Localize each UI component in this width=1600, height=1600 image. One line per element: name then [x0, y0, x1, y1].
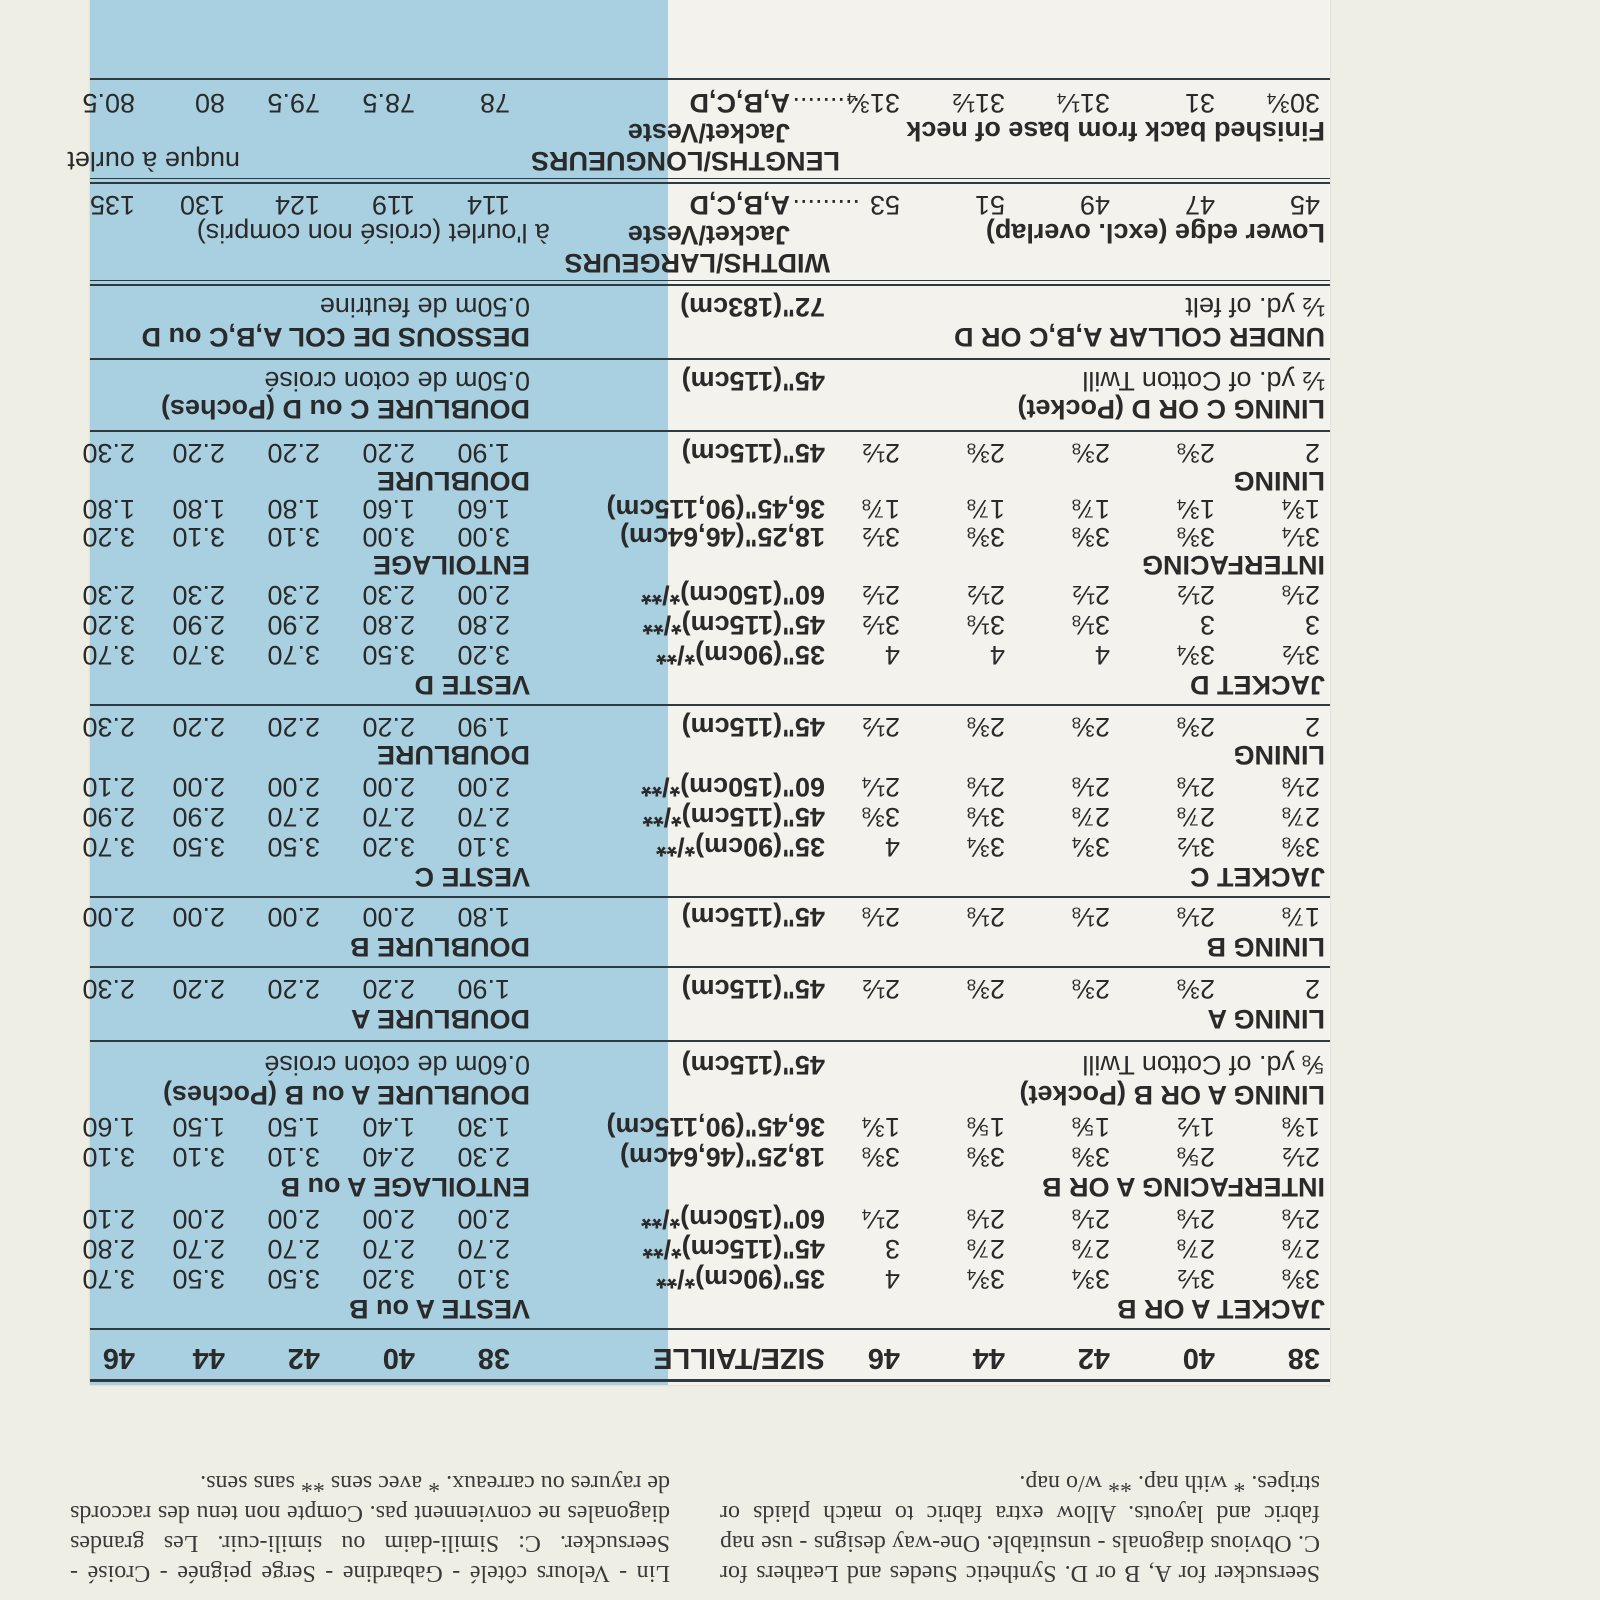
metric-cell: 1.80 [267, 494, 320, 524]
metric-cell: 2.00 [457, 772, 510, 802]
fabric-width-cell: 45"(115cm) [681, 366, 825, 396]
size-46-metric: 46 [102, 1342, 135, 1374]
fabric-notes-english: Seersucker for A, B or D. Synthetic Suedes and Leathers for C. Obvious diagonals - unsuitable. One-way designs - use nap fabric and layouts. Allow extra fabric to match plaids or stripes. * with nap. ** w/o nap. [720, 1470, 1320, 1586]
yardage-cell: 1⅞ [1282, 902, 1320, 932]
metric-cell: 1.80 [457, 902, 510, 932]
header-rule-bottom [90, 1328, 1330, 1330]
fabric-notes [70, 1388, 1330, 1600]
under-collar-note-fr: 0.50m de feutrine [319, 292, 530, 322]
lengths-sub: Jacket/Veste [627, 118, 790, 148]
metric-cell: 2.30 [362, 580, 415, 610]
table-row [82, 828, 1330, 862]
metric-cell: 2.00 [172, 772, 225, 802]
table-row [82, 606, 1330, 640]
fabric-width-cell: 45"(115cm) [681, 974, 825, 1004]
size-label: SIZE/TAILLE [653, 1342, 825, 1374]
fabric-width-cell: 18,25"(46,64cm) [620, 522, 825, 552]
fabric-notes-french: Lin - Velours côtelé - Gabardine - Serge peignée - Croisé - Seersucker. C: Simili-daim ou simili-cuir. Les grandes diagonales ne conviennent pas. Compte non tenu des raccords de rayures ou carreaux. * avec sens ** sans sens. [70, 1470, 670, 1586]
metric-cell: 3.20 [457, 640, 510, 670]
metric-cell: 3.10 [457, 832, 510, 862]
yardage-cell: 31½ [952, 88, 1005, 118]
metric-cell: 2.20 [362, 438, 415, 468]
table-row [82, 1108, 1330, 1142]
yardage-cell: 2⅛ [1177, 902, 1215, 932]
yardage-cell: 2⅞ [1177, 802, 1215, 832]
yardage-cell: 2⅛ [1177, 772, 1215, 802]
lengths-dots: ......... [792, 92, 860, 122]
fabric-width-cell: 60"(150cm)*/** [641, 1204, 825, 1234]
metric-cell: 3.20 [82, 610, 135, 640]
under-collar-label-en: UNDER COLLAR A,B,C OR D [954, 322, 1325, 352]
yardage-cell: 3⅛ [1072, 610, 1110, 640]
section-rule [90, 430, 1330, 432]
metric-cell: 80.5 [82, 88, 135, 118]
metric-cell: 3.70 [82, 832, 135, 862]
yardage-cell: 4 [989, 640, 1005, 670]
yardage-cell: 3½ [1177, 832, 1215, 862]
metric-cell: 80 [194, 88, 225, 118]
yardage-cell: 2⅜ [1177, 712, 1215, 742]
yardage-cell: 2⅝ [1177, 1142, 1215, 1172]
lengths-views: A,B,C,D [689, 88, 790, 118]
yardage-cell: 2⅛ [967, 902, 1005, 932]
metric-cell: 2.20 [172, 712, 225, 742]
metric-cell: 2.90 [172, 610, 225, 640]
widths-views: A,B,C,D [689, 190, 790, 220]
table-row [82, 798, 1330, 832]
fabric-width-cell: 35"(90cm)*/** [656, 832, 825, 862]
metric-cell: 1.40 [362, 1112, 415, 1142]
yardage-cell: 4 [884, 832, 900, 862]
interfacing-d-label-fr: ENTOILAGE [372, 550, 530, 580]
yardage-cell: 2⅜ [967, 438, 1005, 468]
interfacing-d-label-en: INTERFACING [1141, 550, 1325, 580]
lining-a-label-fr: DOUBLURE A [351, 1004, 530, 1034]
metric-cell: 2.20 [267, 438, 320, 468]
table-row [82, 1138, 1330, 1172]
metric-cell: 3.10 [267, 1142, 320, 1172]
table-row [90, 288, 1330, 322]
lining-pocket-ab-note-en: ⅝ yd. of Cotton Twill [1082, 1050, 1325, 1080]
yardage-cell: 1⅞ [1072, 494, 1110, 524]
section-rule [90, 1040, 1330, 1042]
size-44: 44 [972, 1342, 1005, 1374]
yardage-cell: 2⅜ [1177, 438, 1215, 468]
yardage-cell: 1¾ [1282, 494, 1320, 524]
jacket-ab-label-fr: VESTE A ou B [348, 1294, 530, 1324]
metric-cell: 3.10 [82, 1142, 135, 1172]
yardage-cell: 2½ [1072, 580, 1110, 610]
yardage-cell: 3⅛ [967, 610, 1005, 640]
section-rule [90, 966, 1330, 968]
metric-cell: 2.80 [82, 1234, 135, 1264]
yardage-cell: 3⅜ [862, 802, 900, 832]
yardage-cell: 2⅛ [1282, 772, 1320, 802]
metric-cell: 3.70 [172, 640, 225, 670]
lining-pocket-ab-note-fr: 0.60m de coton croisé [264, 1050, 530, 1080]
fabric-width-cell: 45"(115cm) [681, 902, 825, 932]
lining-pocket-cd-label-en: LINING C OR D (Pocket) [1017, 394, 1325, 424]
metric-cell: 2.30 [82, 974, 135, 1004]
interfacing-ab-label-en: INTERFACING A OR B [1042, 1172, 1325, 1202]
yardage-cell: 2⅛ [1072, 772, 1110, 802]
metric-cell: 2.00 [267, 902, 320, 932]
metric-cell: 3.50 [172, 1264, 225, 1294]
metric-cell: 2.70 [362, 1234, 415, 1264]
metric-cell: 2.30 [172, 580, 225, 610]
metric-cell: 1.90 [457, 438, 510, 468]
fabric-width-cell: 60"(150cm)*/** [641, 772, 825, 802]
table-row [82, 708, 1330, 742]
fabric-width-cell: 36,45"(90,115cm) [606, 1112, 825, 1142]
table-row [82, 1260, 1330, 1294]
fabric-width-cell: 45"(115cm)*/** [642, 1234, 825, 1264]
widths-title: WIDTHS/LARGEURS [564, 248, 830, 278]
size-40: 40 [1182, 1342, 1215, 1374]
metric-cell: 1.90 [457, 974, 510, 1004]
metric-cell: 2.00 [172, 1204, 225, 1234]
yardage-cell: 3⅜ [1282, 1264, 1320, 1294]
table-row [82, 1200, 1330, 1234]
interfacing-ab-label-fr: ENTOILAGE A ou B [280, 1172, 530, 1202]
widths-label-en: Lower edge (excl. overlap) [985, 218, 1325, 248]
yardage-cell: 3¾ [967, 1264, 1005, 1294]
yardage-cell: 2½ [862, 712, 900, 742]
yardage-cell: 2⅜ [1072, 438, 1110, 468]
metric-cell: 2.30 [457, 1142, 510, 1172]
table-row [82, 84, 1330, 118]
lengths-label-en: Finished back from base of neck [906, 116, 1325, 146]
yardage-cell: 2½ [1282, 1142, 1320, 1172]
yardage-cell: 2⅛ [967, 772, 1005, 802]
metric-cell: 1.80 [82, 494, 135, 524]
lining-a-label-en: LINING A [1207, 1004, 1325, 1034]
yardage-cell: 3⅛ [967, 802, 1005, 832]
lining-pocket-ab-label-fr: DOUBLURE A ou B (Poches) [162, 1080, 530, 1110]
yardage-cell: 1¾ [1177, 494, 1215, 524]
metric-cell: 2.30 [267, 580, 320, 610]
yardage-cell: 2⅞ [967, 1234, 1005, 1264]
metric-cell: 2.30 [82, 580, 135, 610]
yardage-cell: 1⅜ [1282, 1112, 1320, 1142]
metric-cell: 2.70 [457, 802, 510, 832]
metric-cell: 2.40 [362, 1142, 415, 1172]
metric-cell: 2.00 [82, 902, 135, 932]
metric-cell: 2.00 [172, 902, 225, 932]
yardage-cell: 2⅛ [1282, 1204, 1320, 1234]
table-row [82, 576, 1330, 610]
yardage-cell: 3½ [1282, 640, 1320, 670]
yardage-cell: 2⅜ [967, 712, 1005, 742]
fabric-width-cell: 45"(115cm)*/** [642, 610, 825, 640]
yardage-cell: 3 [1304, 610, 1320, 640]
metric-cell: 3.10 [172, 522, 225, 552]
metric-cell: 79.5 [267, 88, 320, 118]
yardage-cell: 2⅛ [1072, 902, 1110, 932]
widths-sub: Jacket/Veste [627, 220, 790, 250]
size-42-metric: 42 [287, 1342, 320, 1374]
yardage-cell: 2¼ [862, 1204, 900, 1234]
yardage-cell: 1⅞ [862, 494, 900, 524]
yardage-cell: 2 [1304, 974, 1320, 1004]
metric-cell: 135 [89, 190, 135, 220]
metric-cell: 3.50 [267, 1264, 320, 1294]
yardage-cell: 3⅜ [862, 1142, 900, 1172]
size-40-metric: 40 [382, 1342, 415, 1374]
metric-cell: 2.70 [267, 1234, 320, 1264]
lining-d-label-fr: DOUBLURE [377, 466, 530, 496]
yardage-cell: 3⅜ [1177, 522, 1215, 552]
yardage-cell: 3½ [1177, 1264, 1215, 1294]
yardage-cell: 2½ [1177, 580, 1215, 610]
metric-cell: 2.30 [82, 712, 135, 742]
size-42: 42 [1077, 1342, 1110, 1374]
yardage-cell: 2½ [862, 580, 900, 610]
metric-cell: 2.20 [267, 712, 320, 742]
metric-cell: 2.00 [267, 772, 320, 802]
metric-cell: 2.00 [362, 1204, 415, 1234]
metric-cell: 1.80 [172, 494, 225, 524]
section-rule [90, 178, 1330, 184]
metric-cell: 2.20 [267, 974, 320, 1004]
yardage-cell: 2 [1304, 438, 1320, 468]
metric-cell: 2.00 [457, 1204, 510, 1234]
yardage-cell: 2⅜ [1177, 974, 1215, 1004]
yardage-cell: 3⅜ [1072, 1142, 1110, 1172]
metric-cell: 2.20 [172, 974, 225, 1004]
jacket-ab-label-en: JACKET A OR B [1116, 1294, 1325, 1324]
metric-cell: 2.70 [362, 802, 415, 832]
metric-cell: 2.10 [82, 1204, 135, 1234]
metric-cell: 3.70 [267, 640, 320, 670]
metric-cell: 2.80 [362, 610, 415, 640]
metric-cell: 2.80 [457, 610, 510, 640]
lengths-label-fr: nuque à ourlet [67, 146, 240, 176]
yardage-cell: 1⅝ [1072, 1112, 1110, 1142]
fabric-width-cell: 45"(115cm) [681, 1050, 825, 1080]
lining-b-label-fr: DOUBLURE B [350, 932, 530, 962]
yardage-cell: 2⅞ [1072, 1234, 1110, 1264]
metric-cell: 124 [274, 190, 320, 220]
metric-cell: 1.60 [362, 494, 415, 524]
yardage-cell: 3⅜ [1282, 832, 1320, 862]
header-rule-top [90, 1379, 1330, 1382]
section-rule [90, 280, 1330, 286]
yardage-cell: 3 [884, 1234, 900, 1264]
lining-pocket-cd-label-fr: DOUBLURE C ou D (Poches) [160, 394, 530, 424]
yardage-cell: 2½ [862, 438, 900, 468]
yardage-cell: 2⅞ [1282, 1234, 1320, 1264]
metric-cell: 2.30 [82, 438, 135, 468]
section-rule [90, 358, 1330, 360]
yardage-cell: 2⅛ [1282, 580, 1320, 610]
fabric-width-cell: 18,25"(46,64cm) [620, 1142, 825, 1172]
yardage-cell: 53 [869, 190, 900, 220]
metric-cell: 3.70 [82, 1264, 135, 1294]
yardage-cell: 2⅞ [1072, 802, 1110, 832]
metric-cell: 78.5 [362, 88, 415, 118]
metric-cell: 2.00 [362, 902, 415, 932]
yardage-cell: 3¾ [1072, 832, 1110, 862]
jacket-c-label-en: JACKET C [1189, 862, 1325, 892]
metric-cell: 3.50 [362, 640, 415, 670]
widths-dots: ......... [792, 194, 860, 224]
yardage-cell: 1⅝ [967, 1112, 1005, 1142]
yardage-cell: 31 [1184, 88, 1215, 118]
yardage-cell: 2⅜ [967, 974, 1005, 1004]
table-row [82, 768, 1330, 802]
yardage-cell: 3½ [862, 610, 900, 640]
fabric-width-cell: 45"(115cm) [681, 438, 825, 468]
yardage-cell: 1½ [1177, 1112, 1215, 1142]
metric-cell: 3.10 [172, 1142, 225, 1172]
yardage-cell: 1¾ [862, 1112, 900, 1142]
yardage-cell: 3 [1199, 610, 1215, 640]
metric-cell: 2.00 [362, 772, 415, 802]
yardage-cell: 2⅛ [967, 1204, 1005, 1234]
size-38-metric: 38 [477, 1342, 510, 1374]
metric-cell: 2.00 [267, 1204, 320, 1234]
yardage-cell: 3¾ [1072, 1264, 1110, 1294]
under-collar-note-en: ½ yd. of felt [1185, 292, 1325, 322]
metric-cell: 1.50 [172, 1112, 225, 1142]
metric-cell: 2.90 [82, 802, 135, 832]
yardage-cell: 3¼ [1282, 522, 1320, 552]
metric-cell: 3.20 [82, 522, 135, 552]
yardage-cell: 45 [1289, 190, 1320, 220]
fabric-width-cell: 60"(150cm)*/** [641, 580, 825, 610]
metric-cell: 2.90 [172, 802, 225, 832]
metric-cell: 78 [479, 88, 510, 118]
size-44-metric: 44 [192, 1342, 225, 1374]
lining-pocket-cd-note-fr: 0.50m de coton croisé [264, 366, 530, 396]
metric-cell: 3.20 [362, 1264, 415, 1294]
yardage-cell: 31¼ [1057, 88, 1110, 118]
metric-cell: 3.50 [172, 832, 225, 862]
yardage-cell: 1⅞ [967, 494, 1005, 524]
metric-cell: 1.60 [457, 494, 510, 524]
metric-cell: 2.20 [362, 712, 415, 742]
table-row [82, 970, 1330, 1004]
metric-cell: 3.50 [267, 832, 320, 862]
yardage-cell: 2⅞ [1282, 802, 1320, 832]
metric-cell: 2.20 [172, 438, 225, 468]
yardage-cell: 51 [974, 190, 1005, 220]
fabric-width-cell: 45"(115cm)*/** [642, 802, 825, 832]
lining-b-label-en: LINING B [1206, 932, 1325, 962]
yardage-cell: 47 [1184, 190, 1215, 220]
metric-cell: 114 [466, 190, 510, 220]
yardage-cell: 3¾ [1177, 640, 1215, 670]
metric-cell: 2.70 [267, 802, 320, 832]
size-38: 38 [1287, 1342, 1320, 1374]
metric-cell: 3.20 [362, 832, 415, 862]
metric-cell: 2.70 [172, 1234, 225, 1264]
jacket-c-label-fr: VESTE C [414, 862, 530, 892]
metric-cell: 2.90 [267, 610, 320, 640]
metric-cell: 130 [179, 190, 225, 220]
lining-pocket-cd-note-en: ½ yd. of Cotton Twill [1082, 366, 1325, 396]
table-row [82, 434, 1330, 468]
yardage-cell: 4 [1094, 640, 1110, 670]
jacket-d-label-en: JACKET D [1189, 670, 1325, 700]
table-row [82, 490, 1330, 524]
yardage-cell: 49 [1079, 190, 1110, 220]
fabric-width-cell: 72"(183cm) [680, 292, 825, 322]
section-rule [90, 78, 1330, 80]
lining-c-label-en: LINING [1233, 740, 1325, 770]
metric-cell: 119 [371, 190, 415, 220]
metric-cell: 2.20 [362, 974, 415, 1004]
metric-cell: 3.10 [267, 522, 320, 552]
yardage-cell: 31¾ [847, 88, 900, 118]
metric-cell: 1.60 [82, 1112, 135, 1142]
metric-cell: 2.70 [457, 1234, 510, 1264]
metric-cell: 2.00 [457, 580, 510, 610]
yardage-cell: 2½ [967, 580, 1005, 610]
yardage-cell: 3⅜ [967, 1142, 1005, 1172]
metric-cell: 3.00 [457, 522, 510, 552]
size-46: 46 [867, 1342, 900, 1374]
table-row [90, 186, 1330, 220]
metric-cell: 3.00 [362, 522, 415, 552]
widths-label-fr: à l'ourlet (croisé non compris) [196, 218, 550, 248]
metric-cell: 2.10 [82, 772, 135, 802]
yardage-cell: 2⅛ [1177, 1204, 1215, 1234]
fabric-width-cell: 35"(90cm)*/** [656, 1264, 825, 1294]
table-row [82, 636, 1330, 670]
metric-cell: 1.30 [457, 1112, 510, 1142]
fabric-width-cell: 45"(115cm) [681, 712, 825, 742]
yardage-cell: 30¾ [1267, 88, 1320, 118]
yardage-cell: 2 [1304, 712, 1320, 742]
metric-cell: 3.70 [82, 640, 135, 670]
metric-cell: 1.90 [457, 712, 510, 742]
yardage-cell: 2⅛ [862, 902, 900, 932]
yardage-cell: 4 [884, 640, 900, 670]
size-header-row [90, 1340, 1330, 1374]
yardage-cell: 2⅞ [1177, 1234, 1215, 1264]
metric-cell: 1.50 [267, 1112, 320, 1142]
yardage-cell: 2⅜ [1072, 712, 1110, 742]
table-row [82, 1230, 1330, 1264]
section-rule [90, 704, 1330, 706]
section-rule [90, 896, 1330, 898]
under-collar-label-fr: DESSOUS DE COL A,B,C ou D [141, 322, 530, 352]
lining-d-label-en: LINING [1233, 466, 1325, 496]
yardage-cell: 3⅜ [1072, 522, 1110, 552]
yardage-cell: 2¼ [862, 772, 900, 802]
lengths-title: LENGTHS/LONGUEURS [530, 146, 840, 176]
lining-c-label-fr: DOUBLURE [377, 740, 530, 770]
jacket-d-label-fr: VESTE D [414, 670, 530, 700]
yardage-cell: 4 [884, 1264, 900, 1294]
yardage-cell: 2⅜ [1072, 974, 1110, 1004]
yardage-cell: 3¾ [967, 832, 1005, 862]
yardage-cell: 3⅜ [967, 522, 1005, 552]
yardage-cell: 3½ [862, 522, 900, 552]
metric-cell: 3.10 [457, 1264, 510, 1294]
yardage-cell: 2⅛ [1072, 1204, 1110, 1234]
table-row [82, 898, 1330, 932]
yardage-cell: 2½ [862, 974, 900, 1004]
fabric-width-cell: 35"(90cm)*/** [656, 640, 825, 670]
fabric-width-cell: 36,45"(90,115cm) [606, 494, 825, 524]
lining-pocket-ab-label-en: LINING A OR B (Pocket) [1019, 1080, 1325, 1110]
